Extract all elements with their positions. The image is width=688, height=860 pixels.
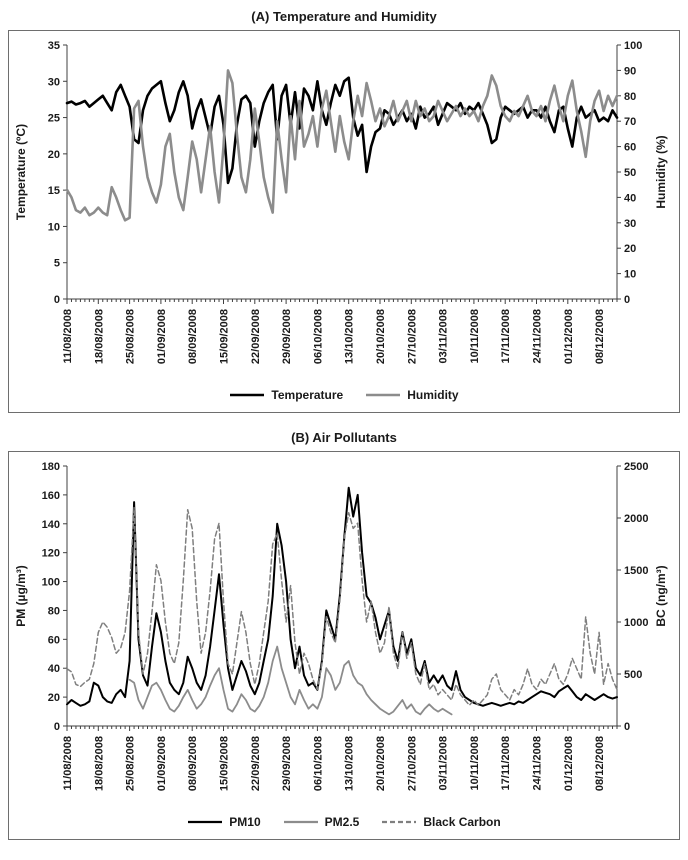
svg-text:120: 120 bbox=[41, 547, 60, 560]
svg-text:29/09/2008: 29/09/2008 bbox=[281, 736, 294, 792]
svg-text:24/11/2008: 24/11/2008 bbox=[531, 736, 544, 791]
legend-item-humidity bbox=[365, 388, 458, 402]
svg-text:11/08/2008: 11/08/2008 bbox=[62, 309, 74, 364]
chart-b-title: (B) Air Pollutants bbox=[291, 430, 397, 445]
svg-text:15: 15 bbox=[47, 185, 60, 198]
legend-item-pm25 bbox=[283, 815, 360, 829]
svg-text:08/09/2008: 08/09/2008 bbox=[187, 309, 200, 365]
svg-text:27/10/2008: 27/10/2008 bbox=[406, 309, 419, 365]
chart-b-block bbox=[0, 421, 688, 840]
legend-label-temperature: Temperature bbox=[271, 388, 344, 402]
svg-text:01/12/2008: 01/12/2008 bbox=[562, 309, 575, 365]
svg-text:0: 0 bbox=[53, 294, 60, 306]
svg-text:10/11/2008: 10/11/2008 bbox=[468, 736, 481, 791]
svg-text:25/08/2008: 25/08/2008 bbox=[124, 309, 137, 365]
svg-text:20/10/2008: 20/10/2008 bbox=[375, 309, 388, 365]
svg-text:08/09/2008: 08/09/2008 bbox=[187, 736, 200, 792]
left-axis-title: Temperature (ºC) bbox=[14, 123, 28, 221]
svg-text:5: 5 bbox=[53, 257, 60, 270]
legend-item-pm10 bbox=[187, 815, 260, 829]
svg-text:60: 60 bbox=[624, 141, 637, 154]
svg-text:0: 0 bbox=[53, 721, 60, 733]
chart-b-plot bbox=[9, 452, 677, 810]
pm25-line-swatch-icon bbox=[283, 816, 319, 828]
svg-text:10: 10 bbox=[47, 221, 60, 234]
svg-text:10/11/2008: 10/11/2008 bbox=[468, 309, 481, 364]
svg-text:13/10/2008: 13/10/2008 bbox=[343, 309, 356, 365]
svg-text:29/09/2008: 29/09/2008 bbox=[281, 309, 294, 365]
svg-text:50: 50 bbox=[624, 167, 637, 179]
svg-text:100: 100 bbox=[624, 40, 643, 52]
svg-text:2500: 2500 bbox=[624, 461, 649, 473]
right-axis-title: Humidity (%) bbox=[654, 135, 668, 209]
legend-label-pm25: PM2.5 bbox=[324, 815, 360, 829]
series-line-pm2-5 bbox=[130, 647, 452, 715]
chart-a-block bbox=[0, 0, 688, 413]
chart-b-panel bbox=[8, 451, 680, 840]
svg-text:1000: 1000 bbox=[624, 617, 649, 629]
svg-text:11/08/2008: 11/08/2008 bbox=[62, 736, 74, 791]
svg-text:20: 20 bbox=[624, 243, 637, 256]
legend-item-black-carbon bbox=[381, 815, 500, 829]
svg-text:90: 90 bbox=[624, 65, 637, 78]
legend-item-temperature bbox=[229, 388, 343, 402]
svg-text:01/12/2008: 01/12/2008 bbox=[562, 736, 575, 792]
svg-text:06/10/2008: 06/10/2008 bbox=[312, 309, 325, 365]
svg-text:60: 60 bbox=[47, 634, 60, 647]
svg-text:500: 500 bbox=[624, 669, 643, 681]
black-carbon-line-swatch-icon bbox=[381, 816, 417, 828]
svg-text:140: 140 bbox=[41, 518, 60, 531]
legend-label-humidity: Humidity bbox=[407, 388, 459, 402]
svg-text:01/09/2008: 01/09/2008 bbox=[155, 309, 168, 365]
svg-text:08/12/2008: 08/12/2008 bbox=[594, 736, 607, 792]
svg-text:20/10/2008: 20/10/2008 bbox=[375, 736, 388, 792]
svg-text:17/11/2008: 17/11/2008 bbox=[500, 309, 513, 364]
svg-text:18/08/2008: 18/08/2008 bbox=[93, 736, 106, 792]
svg-text:03/11/2008: 03/11/2008 bbox=[437, 309, 450, 364]
chart-a-panel bbox=[8, 30, 680, 413]
pm10-line-swatch-icon bbox=[187, 816, 223, 828]
svg-text:0: 0 bbox=[624, 294, 631, 306]
svg-text:27/10/2008: 27/10/2008 bbox=[406, 736, 419, 792]
svg-text:1500: 1500 bbox=[624, 565, 649, 577]
svg-text:25: 25 bbox=[47, 112, 60, 125]
svg-text:80: 80 bbox=[47, 605, 60, 618]
humidity-line-swatch-icon bbox=[365, 389, 401, 401]
svg-text:160: 160 bbox=[41, 489, 60, 502]
svg-text:180: 180 bbox=[41, 461, 60, 473]
svg-text:30: 30 bbox=[47, 76, 60, 89]
svg-text:30: 30 bbox=[624, 217, 637, 230]
chart-b-legend bbox=[9, 815, 679, 839]
svg-text:20: 20 bbox=[47, 692, 60, 705]
svg-text:40: 40 bbox=[624, 192, 637, 205]
legend-label-black-carbon: Black Carbon bbox=[423, 815, 501, 829]
svg-text:22/09/2008: 22/09/2008 bbox=[249, 309, 262, 365]
temperature-line-swatch-icon bbox=[229, 389, 265, 401]
svg-text:20: 20 bbox=[47, 148, 60, 161]
svg-text:17/11/2008: 17/11/2008 bbox=[500, 736, 513, 791]
svg-text:2000: 2000 bbox=[624, 513, 649, 525]
chart-a-title: (A) Temperature and Humidity bbox=[251, 9, 437, 24]
right-axis-title: BC (ng/m³) bbox=[654, 565, 668, 627]
svg-text:18/08/2008: 18/08/2008 bbox=[93, 309, 106, 365]
svg-text:03/11/2008: 03/11/2008 bbox=[437, 736, 450, 791]
svg-text:25/08/2008: 25/08/2008 bbox=[124, 736, 137, 792]
svg-text:0: 0 bbox=[624, 721, 631, 733]
svg-text:70: 70 bbox=[624, 116, 637, 129]
chart-a-legend bbox=[9, 388, 679, 412]
left-axis-title: PM (µg/m³) bbox=[14, 565, 28, 627]
svg-text:06/10/2008: 06/10/2008 bbox=[312, 736, 325, 792]
svg-text:35: 35 bbox=[47, 40, 60, 52]
svg-text:01/09/2008: 01/09/2008 bbox=[155, 736, 168, 792]
legend-label-pm10: PM10 bbox=[229, 815, 261, 829]
svg-text:15/09/2008: 15/09/2008 bbox=[218, 309, 231, 365]
svg-text:100: 100 bbox=[41, 576, 60, 589]
svg-text:80: 80 bbox=[624, 90, 637, 103]
svg-text:10: 10 bbox=[624, 268, 637, 281]
svg-text:22/09/2008: 22/09/2008 bbox=[249, 736, 262, 792]
svg-text:40: 40 bbox=[47, 663, 60, 676]
svg-text:08/12/2008: 08/12/2008 bbox=[594, 309, 607, 365]
svg-text:24/11/2008: 24/11/2008 bbox=[531, 309, 544, 364]
svg-text:15/09/2008: 15/09/2008 bbox=[218, 736, 231, 792]
svg-text:13/10/2008: 13/10/2008 bbox=[343, 736, 356, 792]
chart-a-plot bbox=[9, 31, 677, 383]
